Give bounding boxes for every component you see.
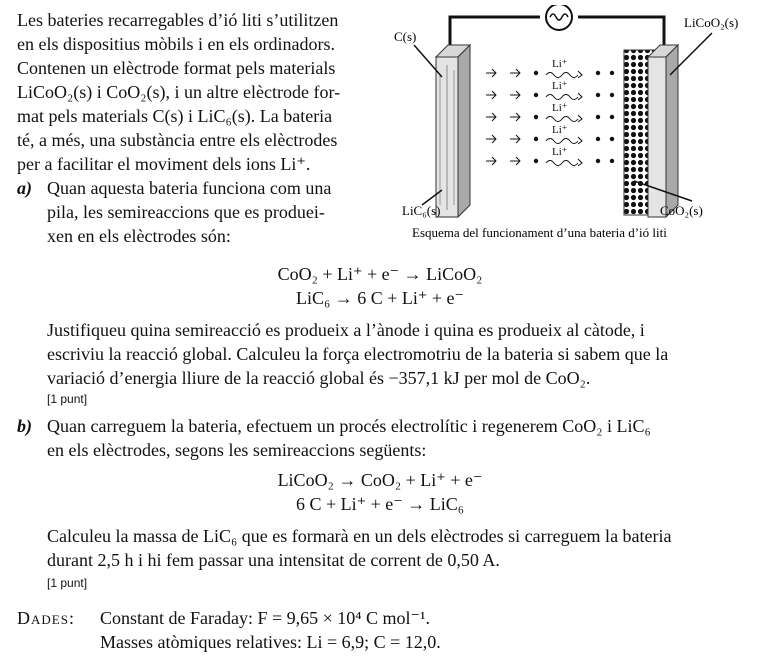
ion-label: Li⁺	[552, 102, 568, 114]
part-b-line: Quan carreguem la bateria, efectuem un procés electrolític i regenerem CoO₂ i LiC₆	[47, 416, 651, 436]
battery-diagram	[392, 5, 760, 245]
part-b-points: [1 punt]	[47, 576, 88, 590]
label-lic6: LiC₆(s)	[402, 203, 441, 218]
part-a-points: [1 punt]	[47, 392, 88, 406]
part-a-equations	[180, 262, 580, 310]
part-b-equations	[180, 468, 580, 516]
part-b-question	[47, 524, 762, 572]
atomic-masses: Masses atòmiques relatives: Li = 6,9; C = 12,0.	[100, 632, 441, 652]
intro-line: té, a més, una substància entre els elèctrodes	[17, 130, 338, 150]
equation: 6 C + Li⁺ + e⁻ → LiC₆	[295, 494, 465, 514]
ion-label: Li⁺	[552, 124, 568, 136]
question-line: variació d’energia lliure de la reacció global és −357,1 kJ per mol de CoO₂.	[47, 368, 591, 388]
intro-line: en els dispositius mòbils i en els ordinadors.	[17, 34, 335, 54]
part-b-intro	[47, 414, 762, 462]
data-label: Dades:	[17, 608, 75, 628]
part-a-marker: a)	[17, 178, 32, 198]
question-line: Calculeu la massa de LiC₆ que es formarà en un dels elèctrodes si carreguem la bateria	[47, 526, 672, 546]
ion-label: Li⁺	[552, 80, 568, 92]
part-a-line: pila, les semireaccions que es produei-	[47, 202, 325, 222]
label-cs: C(s)	[394, 29, 417, 44]
equation: LiC₆ → 6 C + Li⁺ + e⁻	[295, 288, 465, 308]
part-a-question	[47, 318, 762, 390]
ion-label: Li⁺	[552, 58, 568, 70]
question-line: Justifiqueu quina semireacció es produeix a l’ànode i quina es produeix al càtode, i	[47, 320, 645, 340]
label-coo2: CoO₂(s)	[660, 203, 703, 218]
ion-flow	[486, 58, 614, 166]
question-line: durant 2,5 h i hi fem passar una intensitat de corrent de 0,50 A.	[47, 550, 500, 570]
part-a-line: xen en els elèctrodes són:	[47, 226, 231, 246]
faraday-constant: Constant de Faraday: F = 9,65 × 10⁴ C mol⁻¹.	[100, 608, 430, 628]
intro-line: mat pels materials C(s) i LiC₆(s). La bateria	[17, 106, 333, 126]
part-a-intro	[47, 176, 387, 248]
equation: LiCoO₂ → CoO₂ + Li⁺ + e⁻	[277, 470, 483, 490]
data-values	[100, 606, 700, 654]
intro-line: per a facilitar el moviment dels ions Li⁺.	[17, 154, 311, 174]
part-b-marker: b)	[17, 416, 32, 436]
intro-line: LiCoO₂(s) i CoO₂(s), i un altre elèctrode for-	[17, 82, 341, 102]
ion-label: Li⁺	[552, 146, 568, 158]
intro-paragraph	[17, 8, 389, 176]
question-line: escriviu la reacció global. Calculeu la força electromotriu de la bateria si sabem que la	[47, 344, 669, 364]
label-licoo2: LiCoO₂(s)	[684, 15, 739, 30]
part-b-line: en els elèctrodes, segons les semireaccions següents:	[47, 440, 427, 460]
intro-line: Les bateries recarregables d’ió liti s’utilitzen	[17, 10, 339, 30]
part-a-line: Quan aquesta bateria funciona com una	[47, 178, 332, 198]
right-electrode	[624, 45, 678, 217]
load-icon	[546, 5, 572, 30]
equation: CoO₂ + Li⁺ + e⁻ → LiCoO₂	[277, 264, 483, 284]
intro-line: Contenen un elèctrode format pels materials	[17, 58, 336, 78]
diagram-caption: Esquema del funcionament d’una bateria d’ió liti	[412, 225, 667, 240]
